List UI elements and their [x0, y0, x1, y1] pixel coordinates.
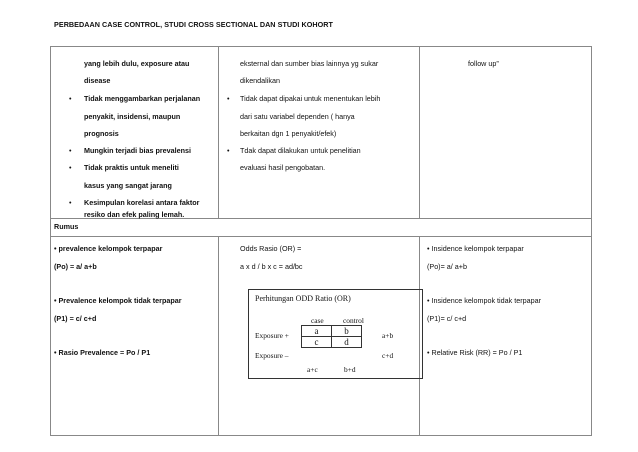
section-heading: Rumus [54, 222, 79, 231]
table-row [51, 47, 592, 219]
table-row [51, 219, 592, 237]
cell-d: d [332, 337, 362, 348]
table-row [302, 337, 362, 348]
cell-a: a [302, 326, 332, 337]
list-item: prognosis [84, 129, 119, 138]
formula-line: • prevalence kelompok terpapar [54, 244, 163, 253]
table-cell [51, 219, 592, 237]
list-item: resiko dan efek paling lemah. [84, 210, 185, 219]
cell-c: c [302, 337, 332, 348]
bullet-icon: • [69, 198, 72, 207]
row-total-ab: a+b [382, 331, 394, 340]
table-cell [219, 47, 420, 219]
column-total-ac: a+c [307, 365, 318, 374]
list-item: Mungkin terjadi bias prevalensi [84, 146, 192, 155]
list-item: berkaitan dgn 1 penyakit/efek) [240, 129, 337, 138]
exposure-negative-label: Exposure – [255, 351, 289, 360]
table-cell [420, 47, 592, 219]
list-item: penyakit, insidensi, maupun [84, 112, 181, 121]
list-item: yang lebih dulu, exposure atau [84, 59, 190, 68]
bullet-icon: • [69, 146, 72, 155]
list-item: dari satu variabel dependen ( hanya [240, 112, 355, 121]
bullet-icon: • [69, 94, 72, 103]
list-item: Tidak menggambarkan perjalanan [84, 94, 201, 103]
column-total-bd: b+d [344, 365, 356, 374]
list-item: Tidak dapat dipakai untuk menentukan lebih [240, 94, 381, 103]
list-item: eksternal dan sumber bias lainnya yg sukar [240, 59, 379, 68]
table-cell [51, 47, 219, 219]
table-cell [51, 237, 219, 436]
list-item: dikendalikan [240, 76, 280, 85]
table-row [302, 326, 362, 337]
formula-line: (Po) = a/ a+b [54, 262, 97, 271]
table-cell [420, 237, 592, 436]
formula-line: (P1) = c/ c+d [54, 314, 97, 323]
odds-ratio-box [248, 289, 423, 379]
formula-line: (P1)= c/ c+d [427, 314, 467, 323]
bullet-icon: • [69, 163, 72, 172]
formula-line: • Prevalence kelompok tidak terpapar [54, 296, 182, 305]
control-label: control [343, 316, 364, 325]
formula-line: • Rasio Prevalence = Po / P1 [54, 348, 151, 357]
page-title: PERBEDAAN CASE CONTROL, STUDI CROSS SECTIONAL DAN STUDI KOHORT [54, 20, 333, 29]
cell-b: b [332, 326, 362, 337]
list-item: kasus yang sangat jarang [84, 181, 172, 190]
formula-line: • Insidence kelompok tidak terpapar [427, 296, 541, 305]
formula-line: • Insidence kelompok terpapar [427, 244, 524, 253]
bullet-icon: • [227, 94, 230, 103]
list-item: Tidak praktis untuk meneliti [84, 163, 179, 172]
list-item: disease [84, 76, 111, 85]
exposure-positive-label: Exposure + [255, 331, 289, 340]
formula-line: • Relative Risk (RR) = Po / P1 [427, 348, 523, 357]
case-label: case [311, 316, 324, 325]
list-item: evaluasi hasil pengobatan. [240, 163, 326, 172]
odds-ratio-title: Perhitungan ODD Ratio (OR) [255, 294, 351, 303]
row-total-cd: c+d [382, 351, 394, 360]
formula-line: Odds Rasio (OR) = [240, 244, 302, 253]
list-item: Tdak dapat dilakukan untuk penelitian [240, 146, 361, 155]
contingency-table [301, 325, 362, 348]
formula-line: (Po)= a/ a+b [427, 262, 467, 271]
formula-line: a x d / b x c = ad/bc [240, 262, 303, 271]
bullet-icon: • [227, 146, 230, 155]
list-item: Kesimpulan korelasi antara faktor [84, 198, 200, 207]
list-item: follow up” [468, 59, 499, 68]
